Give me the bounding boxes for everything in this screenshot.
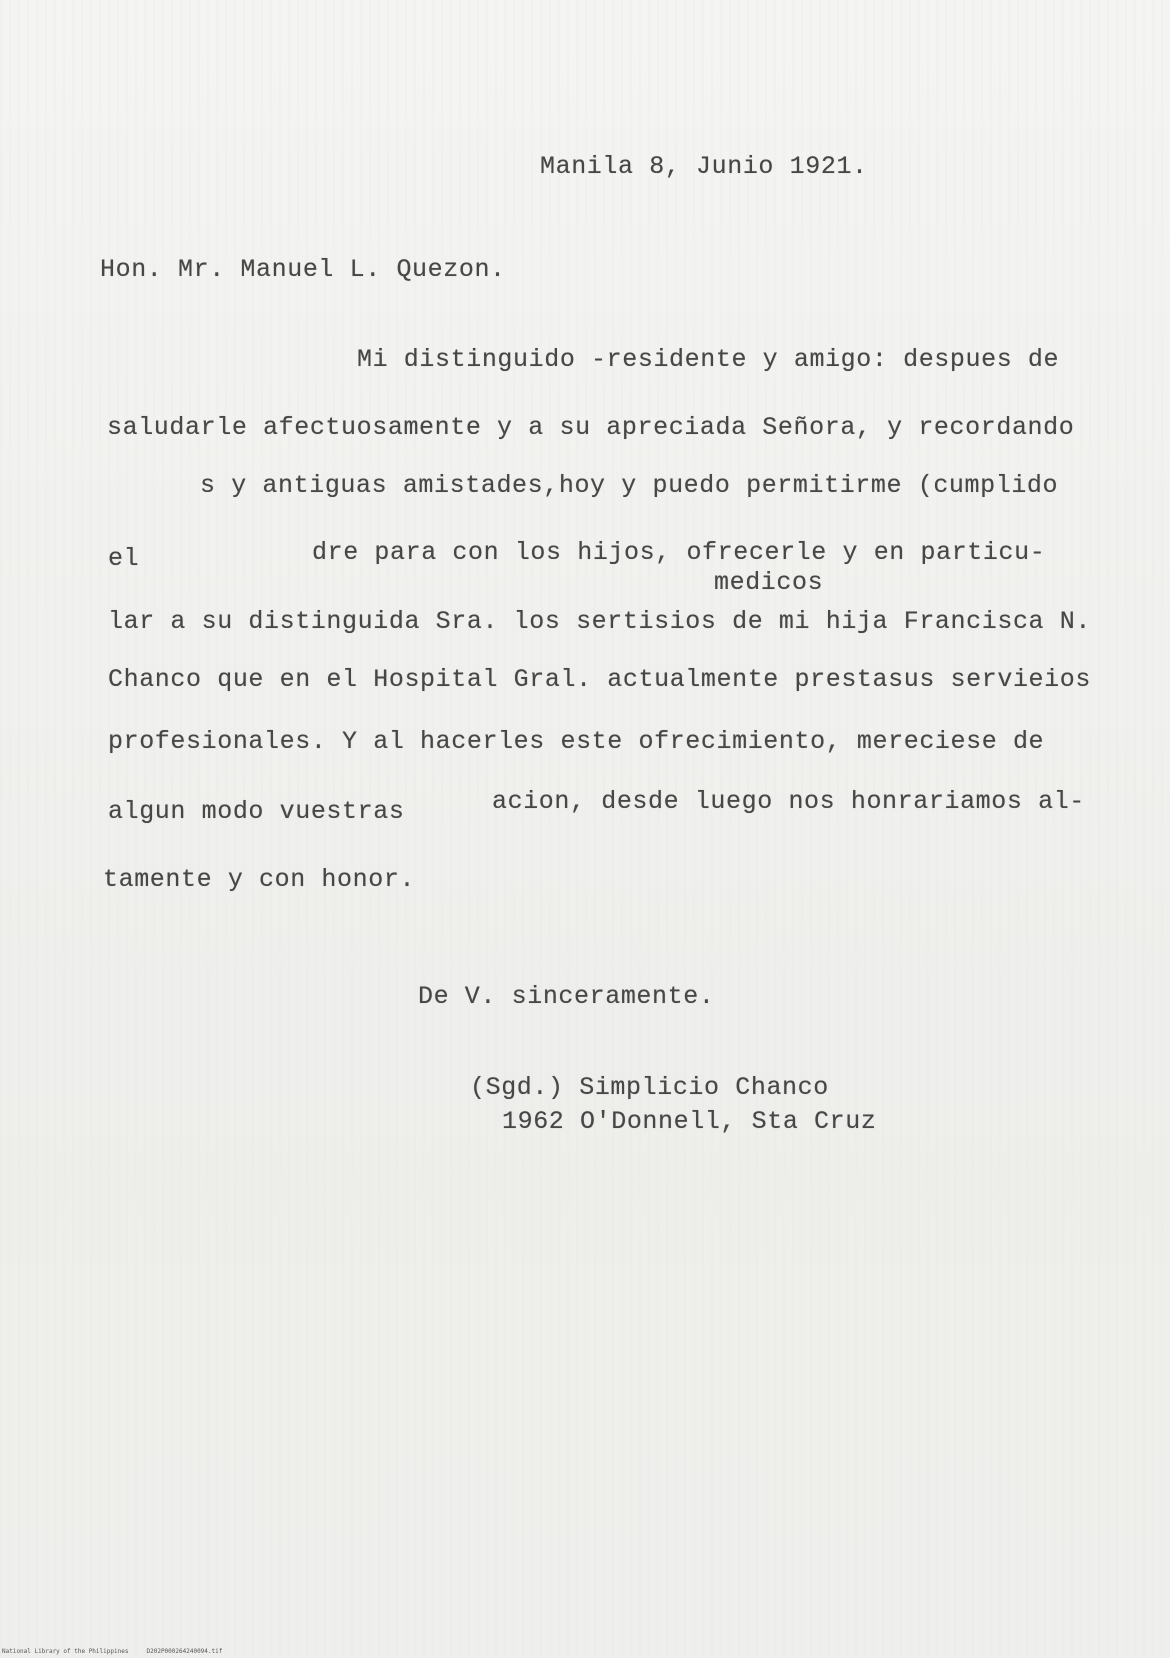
archive-footer	[2, 1648, 222, 1655]
letter-addressee: Hon. Mr. Manuel L. Quezon.	[100, 255, 506, 284]
body-line-7: profesionales. Y al hacerles este ofrecimiento, mereciese de	[108, 727, 1045, 756]
letter-closing: De V. sinceramente.	[418, 982, 715, 1011]
body-line-9: tamente y con honor.	[103, 865, 416, 894]
body-line-5: lar a su distinguida Sra. los sertisios de mi hija Francisca N.	[108, 607, 1091, 636]
body-line-1: Mi distinguido -residente y amigo: despues de	[357, 345, 1060, 374]
letter-date: Manila 8, Junio 1921.	[540, 152, 868, 181]
body-line-6: Chanco que en el Hospital Gral. actualmente prestasus servieios	[108, 665, 1091, 694]
body-line-4a: el	[108, 544, 140, 573]
body-line-2: saludarle afectuosamente y a su apreciada Señora, y recordando	[107, 413, 1075, 442]
footer-library: National Library of the Philippines	[2, 1648, 129, 1655]
footer-file: D202P000264240094.tif	[146, 1648, 223, 1655]
body-line-8b: acion, desde luego nos honrariamos al-	[492, 787, 1085, 816]
letter-sender-address: 1962 O'Donnell, Sta Cruz	[502, 1107, 877, 1136]
body-interlinear-correction: medicos	[714, 568, 824, 597]
body-line-3: s y antiguas amistades,hoy y puedo permitirme (cumplido	[200, 471, 1059, 500]
body-line-4b: dre para con los hijos, ofrecerle y en particu-	[312, 538, 1046, 567]
body-line-8a: algun modo vuestras	[108, 797, 405, 826]
letter-signature: (Sgd.) Simplicio Chanco	[470, 1073, 829, 1102]
